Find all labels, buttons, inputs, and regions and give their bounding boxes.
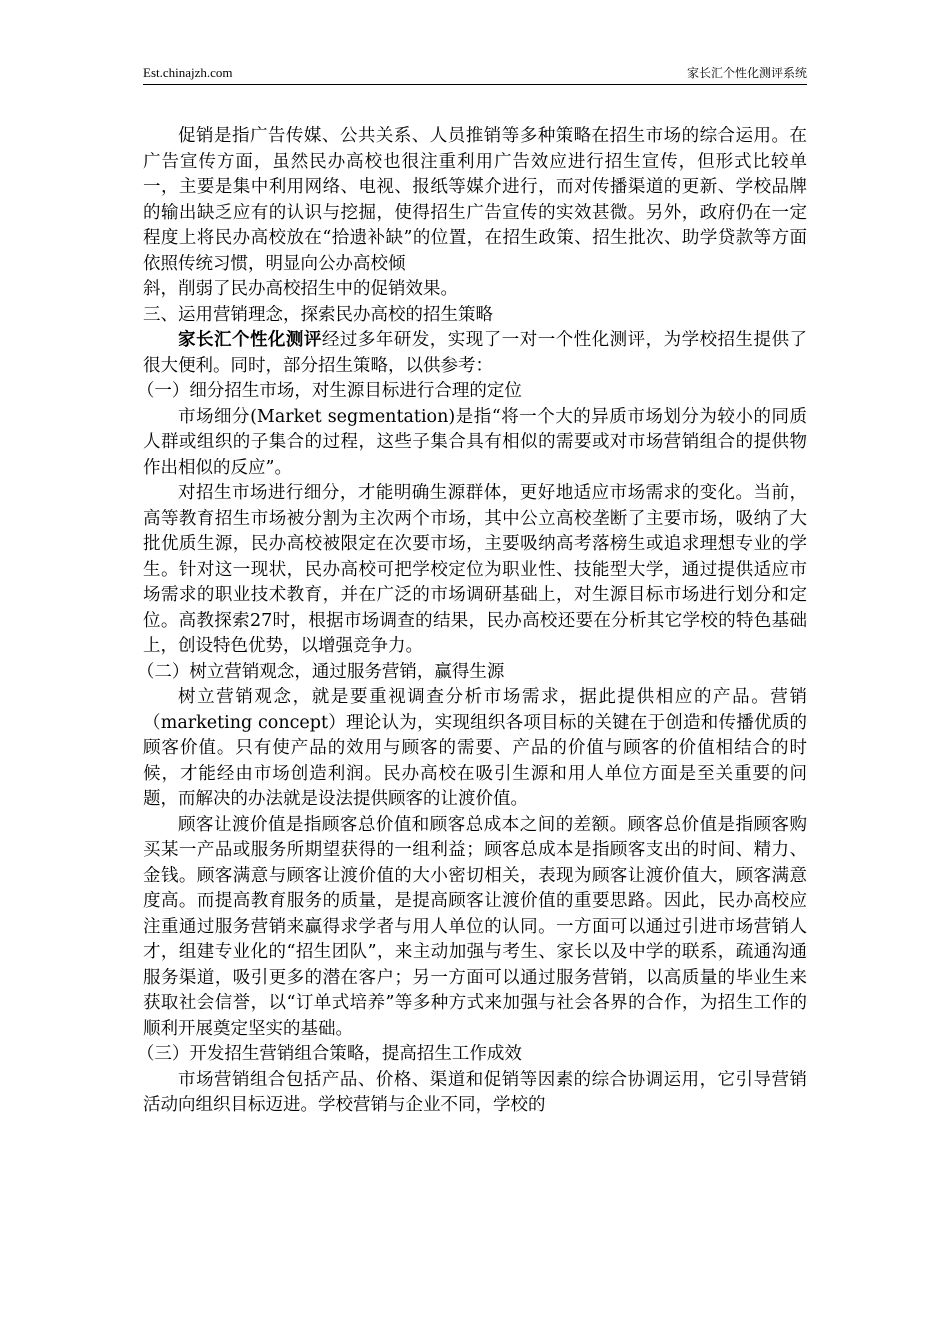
header-site-url: Est.chinajzh.com — [143, 65, 233, 80]
paragraph-jiazhanghui — [143, 328, 807, 379]
paragraph-promotion: 促销是指广告传媒、公共关系、人员推销等多种策略在招生市场的综合运用。在广告宣传方面，虽然民办高校也很注重利用广告效应进行招生宣传，但形式比较单一，主要是集中利用网络、电视、报纸等媒介进行，而对传播渠道的更新、学校品牌的输出缺乏应有的认识与挖掘，使得招生广告宣传的实效甚微。另外，政府仍在一定程度上将民办高校放在“拾遗补缺”的位置，在招生政策、招生批次、助学贷款等方面依照传统习惯，明显向公办高校倾 — [143, 126, 807, 274]
subheading-3: （三）开发招生营销组合策略，提高招生工作成效 — [136, 1044, 522, 1064]
subheading-2: （二）树立营销观念，通过服务营销，赢得生源 — [136, 661, 505, 682]
header-system-name: 家长汇个性化测评系统 — [686, 66, 807, 80]
brand-name-bold: 家长汇个性化测评 — [178, 330, 322, 350]
paragraph-market-segmentation: 市场细分(Market segmentation)是指“将一个大的异质市场划分为较小的同质人群或组织的子集合的过程，这些子集合具有相似的需要或对市场营销组合的提供物作出相似的反应”。 — [143, 406, 807, 478]
paragraph-marketing-concept: 树立营销观念，就是要重视调查分析市场需求，据此提供相应的产品。营销（marketing concept）理论认为，实现组织各项目标的关键在于创造和传播优质的顾客价值。只有使产品的效用与顾客的需要、产品的价值与顾客的价值相结合的时候，才能经由市场创造利润。民办高校在吸引生源和用人单位方面是至关重要的问题，而解决的办法就是设法提供顾客的让渡价值。 — [143, 687, 807, 809]
section-heading-3: 三、运用营销理念，探索民办高校的招生策略 — [143, 304, 493, 325]
subheading-1: （一）细分招生市场，对生源目标进行合理的定位 — [136, 381, 522, 401]
paragraph-jiazhanghui-text: 经过多年研发，实现了一对一个性化测评，为学校招生提供了很大便利。同时，部分招生策略，以供参考： — [143, 330, 808, 376]
document-body — [136, 124, 808, 1119]
paragraph-promotion-end: 斜，削弱了民办高校招生中的促销效果。 — [143, 279, 458, 299]
paragraph-market-division: 对招生市场进行细分，才能明确生源群体，更好地适应市场需求的变化。当前，高等教育招生市场被分割为主次两个市场，其中公立高校垄断了主要市场，吸纳了大批优质生源，民办高校被限定在次要市场，主要吸纳高考落榜生或追求理想专业的学生。针对这一现状，民办高校可把学校定位为职业性、技能型大学，通过提供适应市场需求的职业技术教育，并在广泛的市场调研基础上，对生源目标市场进行划分和定位。高教探索27时，根据市场调查的结果，民办高校还要在分析其它学校的特色基础上，创设特色优势，以增强竞争力。 — [143, 483, 807, 656]
paragraph-marketing-mix: 市场营销组合包括产品、价格、渠道和促销等因素的综合协调运用，它引导营销活动向组织目标迈进。学校营销与企业不同，学校的 — [143, 1069, 807, 1115]
page-header — [143, 62, 807, 85]
paragraph-customer-value: 顾客让渡价值是指顾客总价值和顾客总成本之间的差额。顾客总价值是指顾客购买某一产品或服务所期望获得的一组利益；顾客总成本是指顾客支出的时间、精力、金钱。顾客满意与顾客让渡价值的大小密切相关，表现为顾客让渡价值大，顾客满意度高。而提高教育服务的质量，是提高顾客让渡价值的重要思路。因此，民办高校应注重通过服务营销来赢得求学者与用人单位的认同。一方面可以通过引进市场营销人才，组建专业化的“招生团队”，来主动加强与考生、家长以及中学的联系，疏通沟通服务渠道，吸引更多的潜在客户；另一方面可以通过服务营销，以高质量的毕业生来获取社会信誉，以“订单式培养”等多种方式来加强与社会各界的合作，为招生工作的顺利开展奠定坚实的基础。 — [143, 814, 807, 1039]
